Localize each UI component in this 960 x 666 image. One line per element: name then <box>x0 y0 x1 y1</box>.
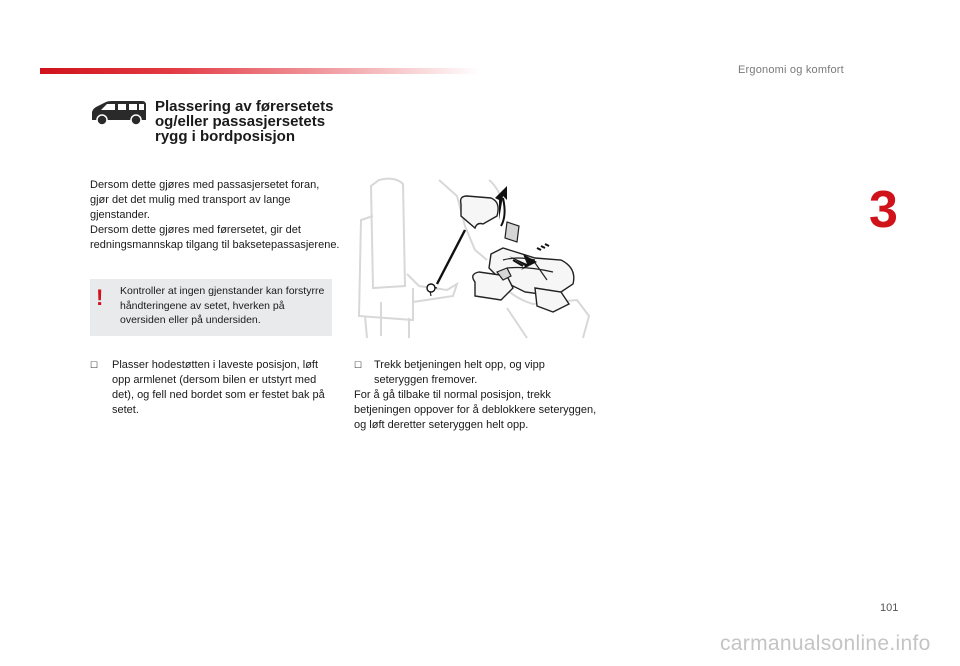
seat-illustration <box>357 176 595 342</box>
step-item <box>354 358 594 388</box>
header-accent-bar <box>40 68 480 74</box>
warning-box <box>90 279 332 336</box>
return-instructions: For å gå tilbake til normal posisjon, trekk betjeningen oppover for å deblokkere seteryggen, og løft deretter seteryggen helt opp. <box>354 389 597 431</box>
intro-line-2: Dersom dette gjøres med førersetet, gir det redningsmannskap tilgang til baksetepassasjerene. <box>90 224 340 251</box>
van-side-icon <box>90 100 148 126</box>
intro-text <box>90 178 340 253</box>
step-text: Plasser hodestøtten i laveste posisjon, løft opp armlenet (dersom bilen er utstyrt med det), og fell ned bordet som er festet bak på setet. <box>112 359 325 416</box>
warning-icon: ! <box>96 285 104 310</box>
intro-line-1: Dersom dette gjøres med passasjersetet foran, gjør det det mulig med transport av lange gjenstander. <box>90 179 320 221</box>
chapter-number: 3 <box>869 181 898 239</box>
step-item <box>90 358 335 418</box>
checkbox-marker-icon: ☐ <box>354 360 363 370</box>
step-text: Trekk betjeningen helt opp, og vipp seteryggen fremover. <box>374 359 545 386</box>
page-heading: Plassering av førersetets og/eller passasjersetets rygg i bordposisjon <box>155 98 334 145</box>
section-title: Ergonomi og komfort <box>738 64 844 76</box>
page-number: 101 <box>880 602 899 614</box>
warning-text: Kontroller at ingen gjenstander kan forstyrre håndteringene av setet, hverken på oversiden eller på undersiden. <box>120 285 325 326</box>
watermark: carmanualsonline.info <box>720 632 931 655</box>
checkbox-marker-icon: ☐ <box>90 360 99 370</box>
